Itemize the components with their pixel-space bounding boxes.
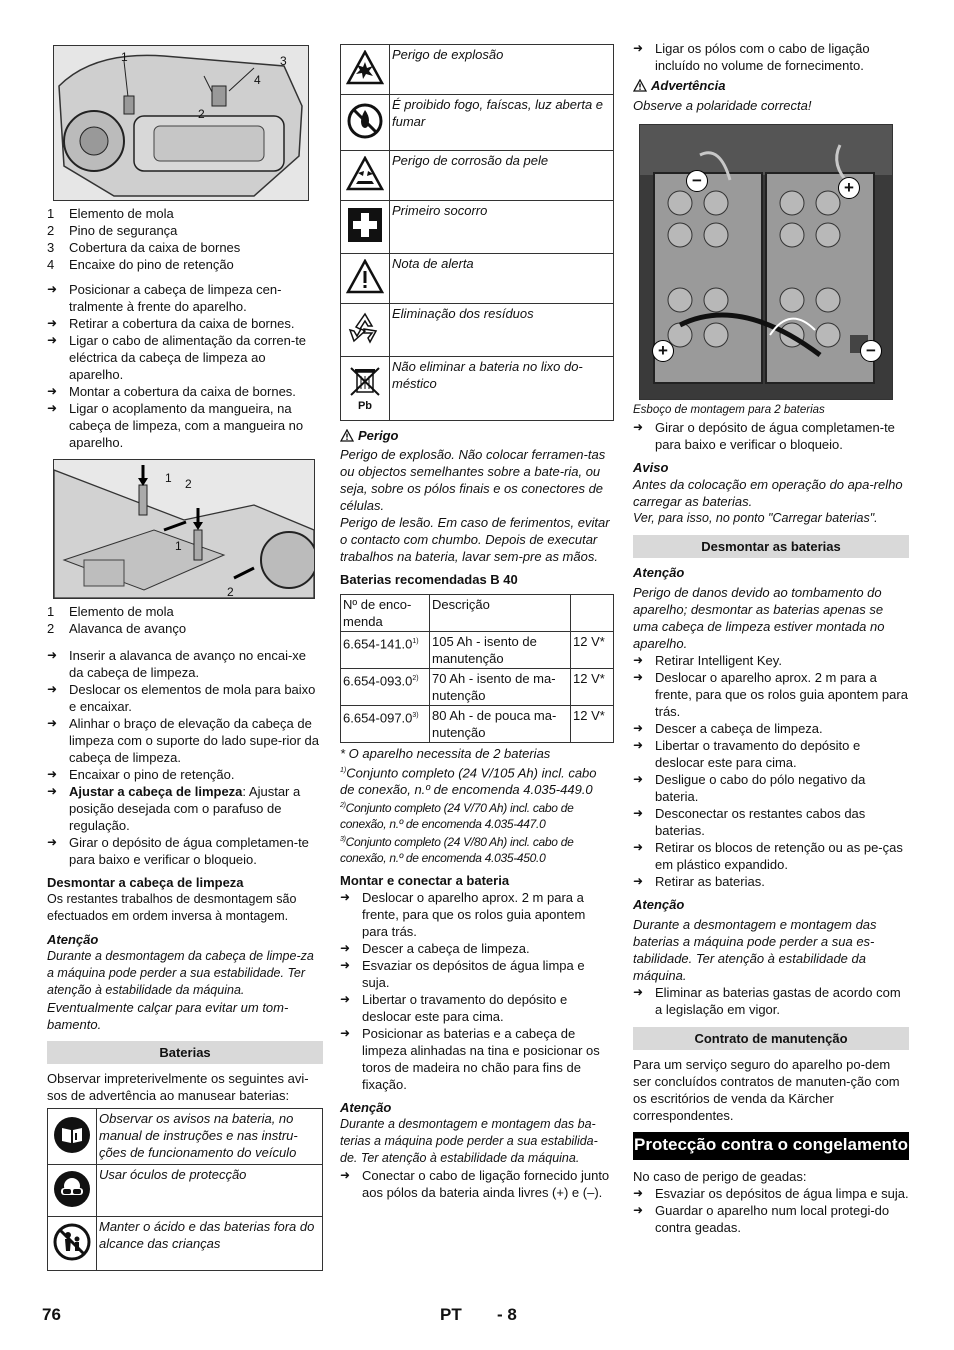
step-item: ➜ Esvaziar os depósitos de água limpa e suja.: [340, 957, 614, 991]
paragraph: Os restantes trabalhos de desmontagem são efectuados em ordem inversa à montagem.: [47, 892, 297, 923]
steps-list-rotate: [633, 419, 909, 453]
goggles-icon: [48, 1165, 97, 1217]
step-item: ➜ Libertar o travamento do depósito e deslocar este para cima.: [633, 737, 909, 771]
pb-label: Pb: [357, 399, 373, 412]
attention-label: Atenção: [633, 897, 685, 912]
callout-2: 2: [227, 585, 234, 599]
danger-text: Perigo de lesão. Em caso de ferimentos, evitar o contacto com chumbo. Depois de executar trabalhos na bateria, lavar sem-pre as mãos.: [340, 515, 610, 564]
step-item: ➜ Inserir a alavanca de avanço no encai-xe da cabeça de limpeza.: [47, 647, 323, 681]
language-code: PT: [440, 1305, 462, 1324]
symbol-row: Perigo de explosão: [341, 45, 614, 95]
callout-2: 2: [198, 107, 205, 121]
step-item: ➜ Ajustar a cabeça de limpeza: Ajustar a posição desejada com o parafuso de regulação.: [47, 783, 323, 834]
symbol-row: Perigo de corrosão da pele: [341, 151, 614, 201]
step-item: ➜ Libertar o travamento do depósito e deslocar este para cima.: [340, 991, 614, 1025]
step-item: ➜ Encaixar o pino de retenção.: [47, 766, 323, 783]
no-fire-icon: [341, 95, 390, 151]
symbol-row: É proibido fogo, faíscas, luz aberta e fumar: [341, 95, 614, 151]
section-heading: Baterias recomendadas B 40: [340, 572, 518, 587]
recommended-batteries-table: [340, 594, 614, 743]
minus-sign: −: [860, 340, 882, 362]
steps-list-mount: [340, 889, 614, 1093]
steps-list-connect: [633, 40, 909, 74]
corrosion-icon: [341, 151, 390, 201]
danger-heading: Perigo: [340, 427, 614, 444]
attention-label: Atenção: [47, 932, 99, 947]
callout-3: 3: [280, 54, 287, 68]
first-aid-icon: [341, 201, 390, 254]
symbol-row: Manter o ácido e das baterias fora do alcance das crianças: [48, 1217, 323, 1271]
warning-heading: Advertência: [633, 77, 909, 94]
steps-list-mount-2: [340, 1167, 614, 1201]
table-header-cell: [571, 595, 614, 632]
symbol-row: Primeiro socorro: [341, 201, 614, 254]
step-item: ➜ Conectar o cabo de ligação fornecido junto aos pólos da bateria ainda livres (+) e (–).: [340, 1167, 614, 1201]
plus-sign: +: [838, 177, 860, 199]
figure-cleaning-head-mounting: [53, 45, 309, 201]
step-item: ➜ Girar o depósito de água completamen-te para baixo e verificar o bloqueio.: [633, 419, 909, 453]
table-header-cell: Nº de enco-menda: [341, 595, 430, 632]
table-header-cell: Descrição: [430, 595, 571, 632]
step-item: ➜ Ligar o cabo de alimentação da corren-te eléctrica da cabeça de limpeza ao aparelho.: [47, 332, 323, 383]
step-item: ➜ Guardar o aparelho num local protegi-do contra geadas.: [633, 1202, 909, 1236]
step-item: ➜ Desconectar os restantes cabos das baterias.: [633, 805, 909, 839]
step-item: ➜ Ligar os pólos com o cabo de ligação incluído no volume de fornecimento.: [633, 40, 909, 74]
attention-label: Atenção: [633, 565, 685, 580]
steps-list-1: [47, 281, 323, 451]
paragraph: No caso de perigo de geadas:: [633, 1169, 807, 1184]
attention-text: Durante a desmontagem e montagem das ba-terias a máquina pode perder a sua estabilida-de. Ter atenção à estabilidade da máquina.: [340, 1117, 598, 1166]
column-right: [633, 40, 909, 1236]
steps-list-frost: [633, 1185, 909, 1236]
table-header-row: [341, 595, 614, 632]
footnote: $^{2)}$Conjunto completo (24 V/70 Ah) incl. cabo de conexão, n.º de encomenda 4.035-447.0: [340, 801, 574, 832]
paragraph: Observar impreterivelmente os seguintes avi-sos de advertência ao manusear baterias:: [47, 1071, 309, 1103]
attention-text: Eventualmente calçar para evitar um tom-bamento.: [47, 1000, 289, 1032]
step-item: ➜ Desligue o cabo do pólo negativo da bateria.: [633, 771, 909, 805]
attention-text: Perigo de danos devido ao tombamento do aparelho; desmontar as baterias apenas se uma cabeça de limpeza estiver montada no aparelho.: [633, 585, 885, 651]
step-item: ➜ Girar o depósito de água completamen-te para baixo e verificar o bloqueio.: [47, 834, 323, 868]
step-item: ➜ Posicionar as baterias e a cabeça de limpeza alinhadas na tina e posicionar os toros de madeira no chão para fins de fixação.: [340, 1025, 614, 1093]
steps-list-2: [47, 647, 323, 868]
page-number: 76: [42, 1305, 61, 1324]
alert-icon: [341, 254, 390, 304]
danger-text: Perigo de explosão. Não colocar ferramen-tas ou objectos semelhantes sobre a bate-ria, ou seja, sobre os pólos finais e os conectores de células.: [340, 447, 606, 513]
symbol-row: Pb Não eliminar a bateria no lixo do-méstico: [341, 357, 614, 421]
notice-label: Aviso: [633, 460, 669, 475]
step-item: ➜ Descer a cabeça de limpeza.: [633, 720, 909, 737]
recycling-icon: [341, 304, 390, 357]
step-item: ➜ Retirar a cobertura da caixa de bornes.: [47, 315, 323, 332]
minus-sign: −: [686, 170, 708, 192]
manual-icon: [48, 1109, 97, 1165]
symbol-row: Eliminação dos resíduos: [341, 304, 614, 357]
callout-1: 1: [121, 50, 128, 64]
step-item: ➜ Eliminar as baterias gastas de acordo com a legislação em vigor.: [633, 984, 909, 1018]
chapter-title-frost-protection: Protecção contra o congelamento: [633, 1132, 909, 1160]
table-row: 6.654-097.0$^{3)}$ 80 Ah - de pouca ma-nutenção 12 V*: [341, 706, 614, 743]
footnote: $^{3)}$Conjunto completo (24 V/80 Ah) incl. cabo de conexão, n.º de encomenda 4.035-450.0: [340, 835, 574, 866]
legend-item: 2 Pino de segurança: [47, 223, 178, 238]
attention-text: Durante a desmontagem e montagem das baterias a máquina pode perder a sua es-tabilidade. Ter atenção à estabilidade da máquina.: [633, 917, 877, 983]
section-heading: Montar e conectar a bateria: [340, 873, 510, 889]
footnote: $^{1)}$Conjunto completo (24 V/105 Ah) incl. cabo de conexão, n.º de encomenda 4.035-449.0: [340, 765, 597, 798]
callout-1: 1: [175, 539, 182, 553]
footnote-star: * O aparelho necessita de 2 baterias: [340, 746, 551, 761]
battery-symbol-table-1: [47, 1108, 323, 1271]
callout-4: 4: [254, 73, 261, 87]
notice-text: Ver, para isso, no ponto "Carregar baterias".: [633, 511, 878, 525]
section-bar-remove-batteries: Desmontar as baterias: [633, 535, 909, 558]
warning-triangle-icon: [340, 429, 354, 442]
legend-item: 1 Elemento de mola: [47, 206, 174, 221]
battery-mounting-photo: [639, 124, 893, 400]
warning-triangle-icon: [633, 79, 647, 92]
step-item: ➜ Deslocar o aparelho aprox. 2 m para a frente, para que os rolos guia apontem para trás.: [633, 669, 909, 720]
steps-list-dispose: [633, 984, 909, 1018]
symbol-row: Usar óculos de protecção: [48, 1165, 323, 1217]
sub-page-number: - 8: [497, 1305, 517, 1324]
attention-text: Durante a desmontagem da cabeça de limpe-za a máquina pode perder a sua estabilidade. Ter atenção à estabilidade da máquina.: [47, 949, 314, 997]
callout-1: 1: [165, 471, 172, 485]
section-heading: Desmontar a cabeça de limpeza: [47, 875, 244, 890]
step-item: ➜ Retirar as baterias.: [633, 873, 909, 890]
step-item: ➜ Esvaziar os depósitos de água limpa e suja.: [633, 1185, 909, 1202]
legend-item: 1 Elemento de mola: [47, 604, 174, 619]
legend-item: 2 Alavanca de avanço: [47, 621, 187, 636]
step-item: ➜ Posicionar a cabeça de limpeza cen-tralmente à frente do aparelho.: [47, 281, 323, 315]
warning-text: Observe a polaridade correcta!: [633, 98, 812, 113]
step-item: ➜ Retirar os blocos de retenção ou as pe-ças em plástico expandido.: [633, 839, 909, 873]
step-item: ➜ Retirar Intelligent Key.: [633, 652, 909, 669]
keep-from-children-icon: [48, 1217, 97, 1271]
symbol-row: Observar os avisos na bateria, no manual de instruções e nas instru-ções de funcionamento do veículo: [48, 1109, 323, 1165]
step-item: ➜ Deslocar o aparelho aprox. 2 m para a frente, para que os rolos guia apontem para trás.: [340, 889, 614, 940]
callout-2: 2: [185, 477, 192, 491]
section-bar-maintenance-contract: Contrato de manutenção: [633, 1027, 909, 1050]
section-bar-batteries: Baterias: [47, 1041, 323, 1064]
figure-legend-1: [47, 205, 323, 273]
column-left: [47, 40, 323, 1271]
legend-item: 3 Cobertura da caixa de bornes: [47, 240, 241, 255]
figure-legend-2: [47, 603, 323, 637]
paragraph: Para um serviço seguro do aparelho po-dem ser concluídos contratos de manuten-ção com os escritórios de venda da Kärcher correspondentes.: [633, 1057, 900, 1123]
attention-label: Atenção: [340, 1100, 392, 1116]
symbol-row: Nota de alerta: [341, 254, 614, 304]
step-item: ➜ Montar a cobertura da caixa de bornes.: [47, 383, 323, 400]
plus-sign: +: [652, 340, 674, 362]
explosion-icon: [341, 45, 390, 95]
legend-item: 4 Encaixe do pino de retenção: [47, 257, 234, 272]
step-item: ➜ Ligar o acoplamento da mangueira, na cabeça de limpeza, com a mangueira no aparelho.: [47, 400, 323, 451]
figure-spring-elements: [53, 459, 315, 599]
table-row: 6.654-141.0$^{1)}$ 105 Ah - isento de manutenção 12 V*: [341, 632, 614, 669]
step-item: ➜ Descer a cabeça de limpeza.: [340, 940, 614, 957]
step-item: ➜ Deslocar os elementos de mola para baixo e encaixar.: [47, 681, 323, 715]
notice-text: Antes da colocação em operação do apa-relho carregar as baterias.: [633, 477, 903, 509]
no-bin-icon: [341, 357, 390, 421]
steps-list-remove: [633, 652, 909, 890]
photo-caption: Esboço de montagem para 2 baterias: [633, 404, 825, 416]
table-row: 6.654-093.0$^{2)}$ 70 Ah - isento de ma-nutenção 12 V*: [341, 669, 614, 706]
step-bold: Ajustar a cabeça de limpeza: [69, 784, 243, 799]
step-item: ➜ Alinhar o braço de elevação da cabeça de limpeza com o suporte do lado supe-rior da cabeça de limpeza.: [47, 715, 323, 766]
column-middle: [340, 40, 614, 1201]
battery-symbol-table-2: [340, 44, 614, 421]
